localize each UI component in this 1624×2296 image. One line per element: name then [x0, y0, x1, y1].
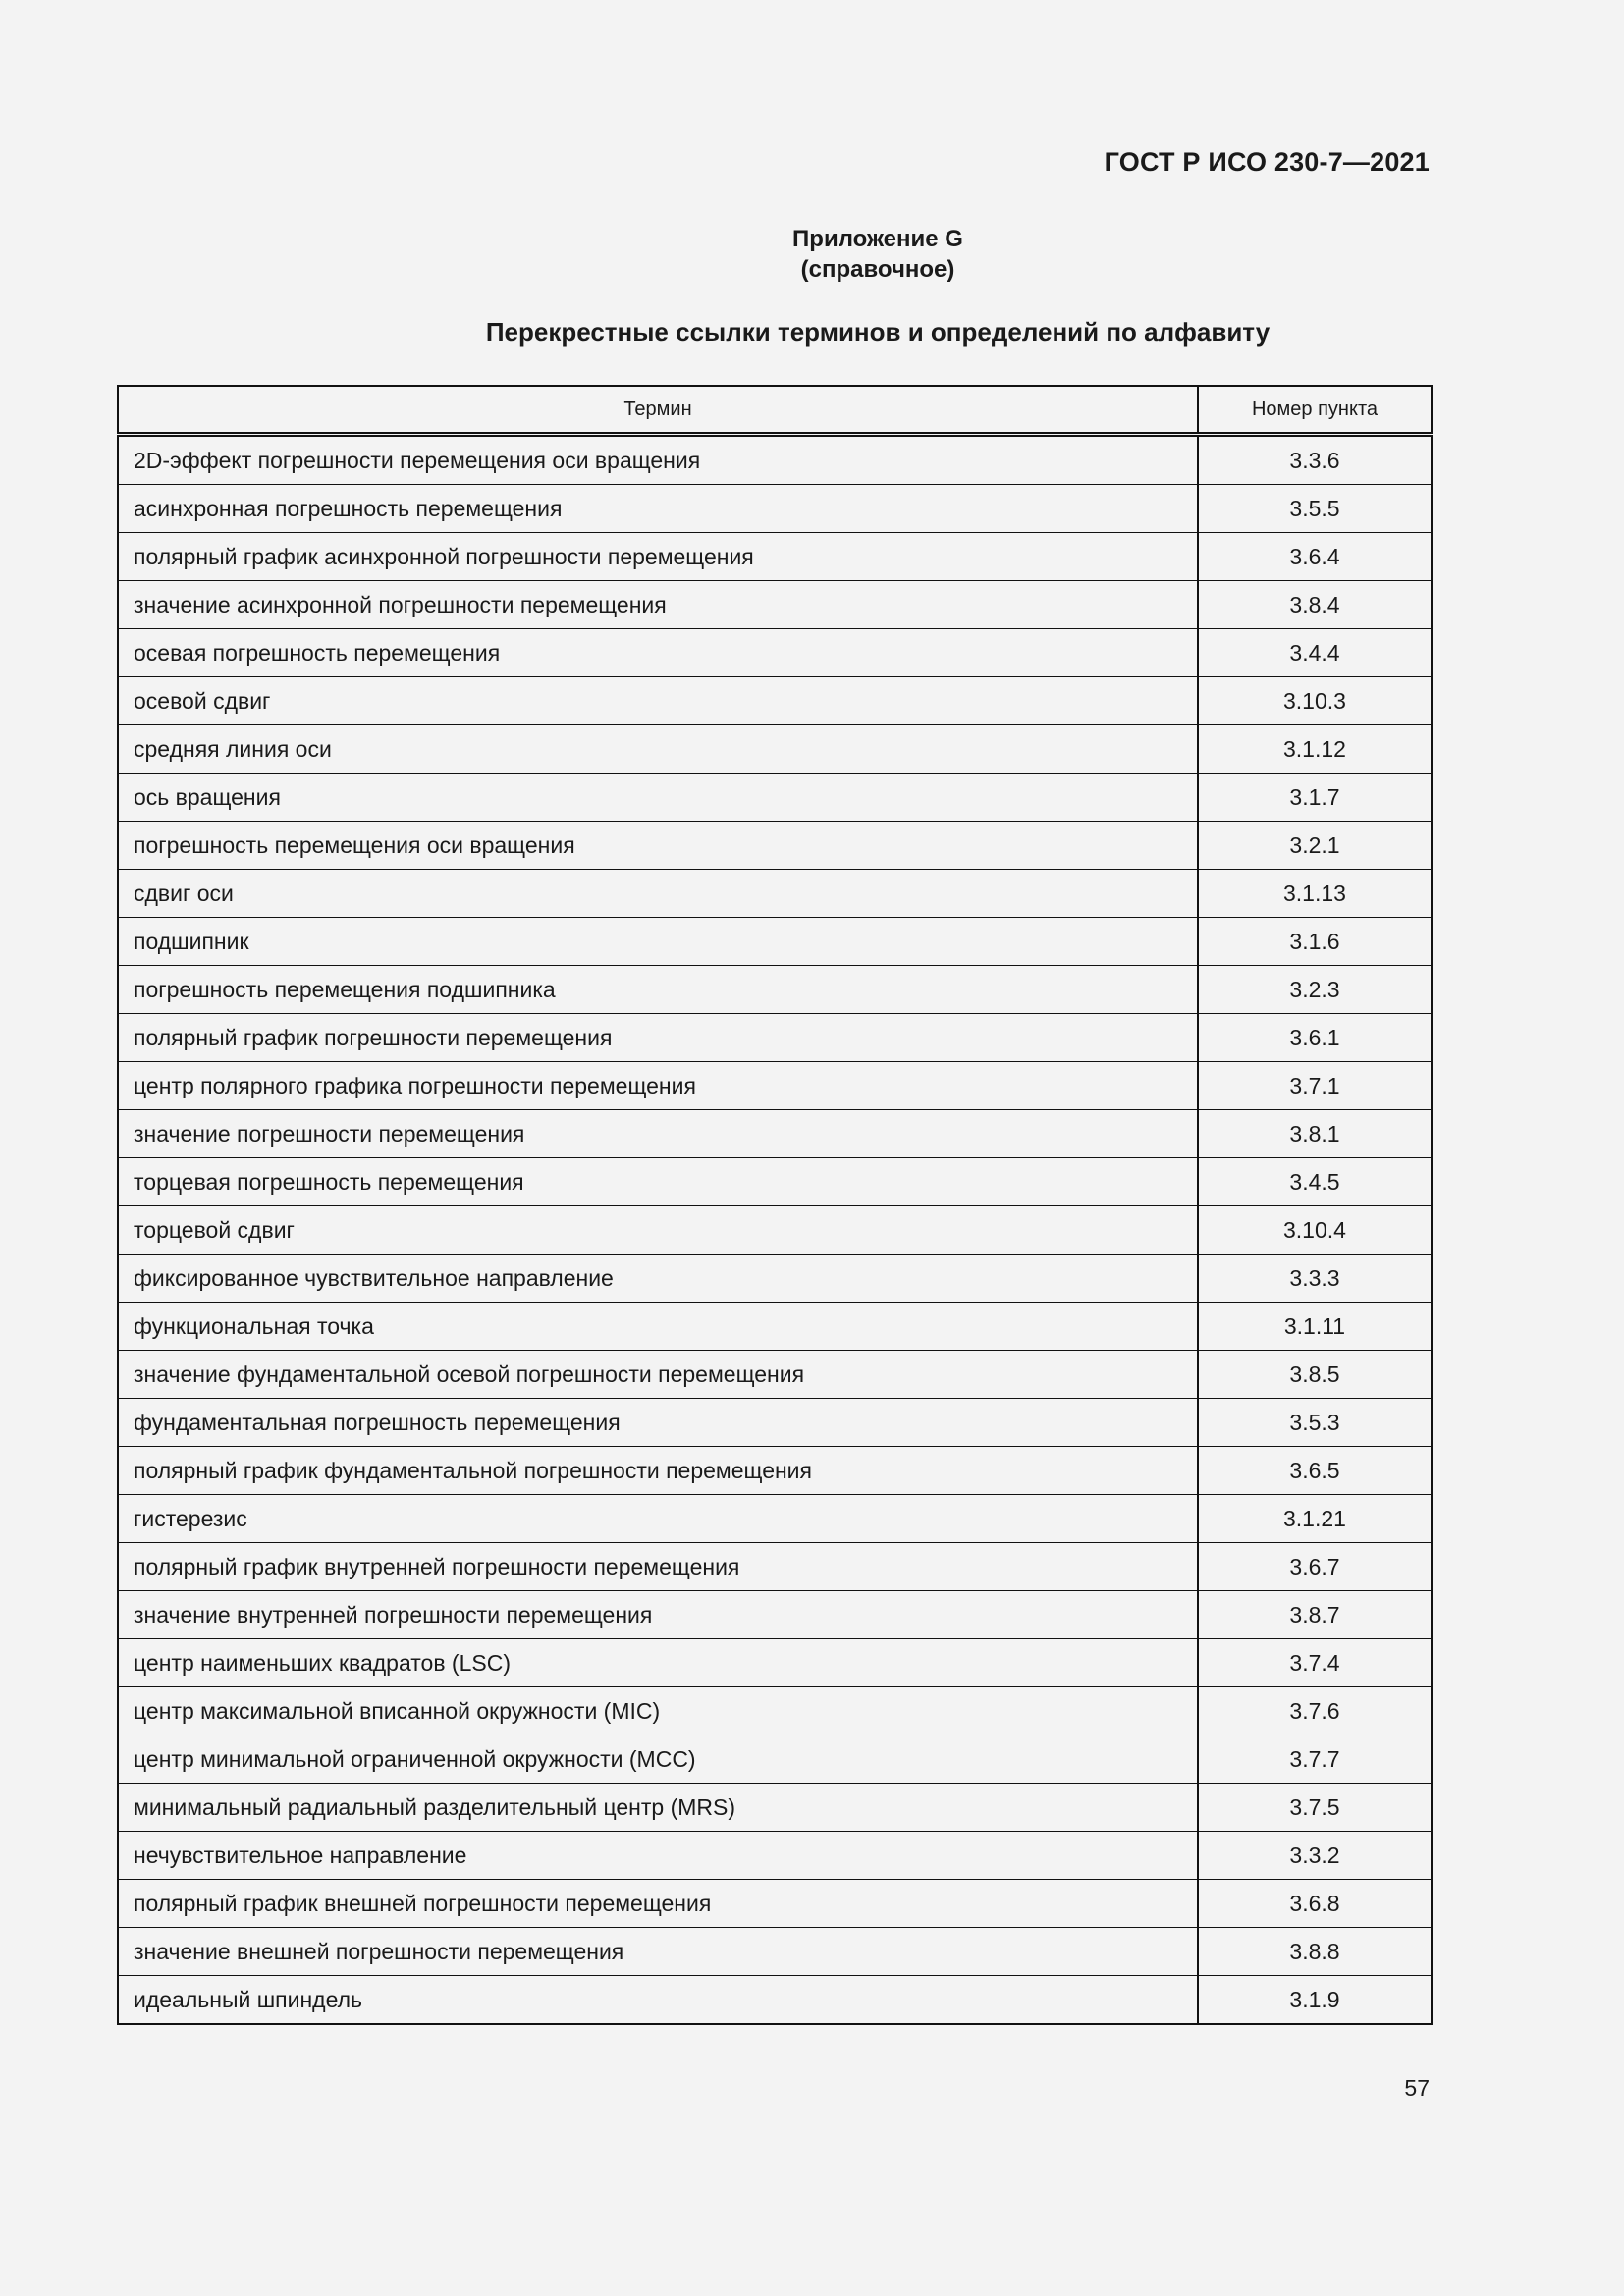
table-row — [118, 629, 1432, 677]
table-row — [118, 1158, 1432, 1206]
table-row — [118, 1110, 1432, 1158]
term-cell: полярный график асинхронной погрешности перемещения — [118, 533, 1198, 581]
clause-number-cell: 3.6.8 — [1198, 1880, 1432, 1928]
term-cell: фундаментальная погрешность перемещения — [118, 1399, 1198, 1447]
table-row — [118, 435, 1432, 485]
term-cell: центр полярного графика погрешности перемещения — [118, 1062, 1198, 1110]
clause-number-cell: 3.1.11 — [1198, 1303, 1432, 1351]
table-row — [118, 1014, 1432, 1062]
table-row — [118, 1303, 1432, 1351]
term-cell: погрешность перемещения оси вращения — [118, 822, 1198, 870]
table-header-row — [118, 386, 1432, 435]
table-row — [118, 485, 1432, 533]
document-code: ГОСТ Р ИСО 230-7—2021 — [1104, 147, 1430, 177]
term-cell: значение внутренней погрешности перемещения — [118, 1591, 1198, 1639]
clause-number-cell: 3.6.1 — [1198, 1014, 1432, 1062]
clause-number-cell: 3.2.3 — [1198, 966, 1432, 1014]
term-cell: торцевой сдвиг — [118, 1206, 1198, 1255]
column-header-clause: Номер пункта — [1198, 386, 1432, 435]
term-cell: асинхронная погрешность перемещения — [118, 485, 1198, 533]
clause-number-cell: 3.1.12 — [1198, 725, 1432, 774]
clause-number-cell: 3.6.7 — [1198, 1543, 1432, 1591]
clause-number-cell: 3.6.5 — [1198, 1447, 1432, 1495]
term-cell: погрешность перемещения подшипника — [118, 966, 1198, 1014]
clause-number-cell: 3.8.1 — [1198, 1110, 1432, 1158]
table-row — [118, 581, 1432, 629]
term-cell: осевой сдвиг — [118, 677, 1198, 725]
clause-number-cell: 3.8.8 — [1198, 1928, 1432, 1976]
term-cell: центр минимальной ограниченной окружности (MCC) — [118, 1735, 1198, 1784]
term-cell: значение внешней погрешности перемещения — [118, 1928, 1198, 1976]
term-cell: подшипник — [118, 918, 1198, 966]
table-body — [118, 435, 1432, 2025]
clause-number-cell: 3.1.13 — [1198, 870, 1432, 918]
table-row — [118, 533, 1432, 581]
table-row — [118, 1735, 1432, 1784]
clause-number-cell: 3.1.9 — [1198, 1976, 1432, 2025]
clause-number-cell: 3.8.5 — [1198, 1351, 1432, 1399]
clause-number-cell: 3.1.7 — [1198, 774, 1432, 822]
clause-number-cell: 3.8.7 — [1198, 1591, 1432, 1639]
table-row — [118, 1639, 1432, 1687]
term-cell: нечувствительное направление — [118, 1832, 1198, 1880]
term-cell: значение погрешности перемещения — [118, 1110, 1198, 1158]
term-cell: гистерезис — [118, 1495, 1198, 1543]
clause-number-cell: 3.5.5 — [1198, 485, 1432, 533]
table-row — [118, 1832, 1432, 1880]
table-row — [118, 1255, 1432, 1303]
table-row — [118, 677, 1432, 725]
table-row — [118, 1206, 1432, 1255]
term-cell: средняя линия оси — [118, 725, 1198, 774]
clause-number-cell: 3.8.4 — [1198, 581, 1432, 629]
table-row — [118, 870, 1432, 918]
term-cell: значение асинхронной погрешности перемещения — [118, 581, 1198, 629]
clause-number-cell: 3.4.5 — [1198, 1158, 1432, 1206]
section-title: Перекрестные ссылки терминов и определений по алфавиту — [485, 317, 1271, 347]
clause-number-cell: 3.7.5 — [1198, 1784, 1432, 1832]
clause-number-cell: 3.10.3 — [1198, 677, 1432, 725]
term-cell: осевая погрешность перемещения — [118, 629, 1198, 677]
clause-number-cell: 3.2.1 — [1198, 822, 1432, 870]
clause-number-cell: 3.4.4 — [1198, 629, 1432, 677]
clause-number-cell: 3.7.4 — [1198, 1639, 1432, 1687]
term-cell: полярный график внешней погрешности перемещения — [118, 1880, 1198, 1928]
table-row — [118, 725, 1432, 774]
term-cell: минимальный радиальный разделительный центр (MRS) — [118, 1784, 1198, 1832]
term-cell: центр наименьших квадратов (LSC) — [118, 1639, 1198, 1687]
table-row — [118, 1062, 1432, 1110]
term-cell: ось вращения — [118, 774, 1198, 822]
clause-number-cell: 3.5.3 — [1198, 1399, 1432, 1447]
table-row — [118, 1784, 1432, 1832]
annex-subtitle: (справочное) — [800, 256, 955, 283]
table-row — [118, 1880, 1432, 1928]
term-cell: значение фундаментальной осевой погрешности перемещения — [118, 1351, 1198, 1399]
clause-number-cell: 3.7.6 — [1198, 1687, 1432, 1735]
table-row — [118, 1447, 1432, 1495]
term-cell: идеальный шпиндель — [118, 1976, 1198, 2025]
table-row — [118, 918, 1432, 966]
table-row — [118, 1351, 1432, 1399]
clause-number-cell: 3.1.21 — [1198, 1495, 1432, 1543]
clause-number-cell: 3.10.4 — [1198, 1206, 1432, 1255]
clause-number-cell: 3.6.4 — [1198, 533, 1432, 581]
term-cell: полярный график погрешности перемещения — [118, 1014, 1198, 1062]
table-row — [118, 1399, 1432, 1447]
column-header-term: Термин — [118, 386, 1198, 435]
clause-number-cell: 3.3.2 — [1198, 1832, 1432, 1880]
table-row — [118, 774, 1432, 822]
table-row — [118, 966, 1432, 1014]
table-row — [118, 1495, 1432, 1543]
annex-title: Приложение G — [792, 226, 963, 252]
table-row — [118, 1543, 1432, 1591]
annex-heading — [0, 224, 1624, 285]
clause-number-cell: 3.3.6 — [1289, 447, 1340, 473]
term-cell: торцевая погрешность перемещения — [118, 1158, 1198, 1206]
clause-number-cell: 3.7.1 — [1198, 1062, 1432, 1110]
clause-number-cell: 3.7.7 — [1198, 1735, 1432, 1784]
table-row — [118, 1687, 1432, 1735]
clause-number-cell: 3.3.3 — [1198, 1255, 1432, 1303]
table-row — [118, 1591, 1432, 1639]
table-row — [118, 1976, 1432, 2025]
term-cell: центр максимальной вписанной окружности (MIC) — [118, 1687, 1198, 1735]
term-cell: фиксированное чувствительное направление — [118, 1255, 1198, 1303]
term-cell: полярный график внутренней погрешности перемещения — [118, 1543, 1198, 1591]
term-cell: функциональная точка — [118, 1303, 1198, 1351]
table-row — [118, 822, 1432, 870]
table-row — [118, 1928, 1432, 1976]
page-number: 57 — [1404, 2075, 1430, 2101]
terms-table — [117, 385, 1433, 2025]
clause-number-cell: 3.1.6 — [1198, 918, 1432, 966]
term-cell: полярный график фундаментальной погрешности перемещения — [118, 1447, 1198, 1495]
term-cell: 2D-эффект погрешности перемещения оси вращения — [118, 435, 1198, 485]
term-cell: сдвиг оси — [118, 870, 1198, 918]
